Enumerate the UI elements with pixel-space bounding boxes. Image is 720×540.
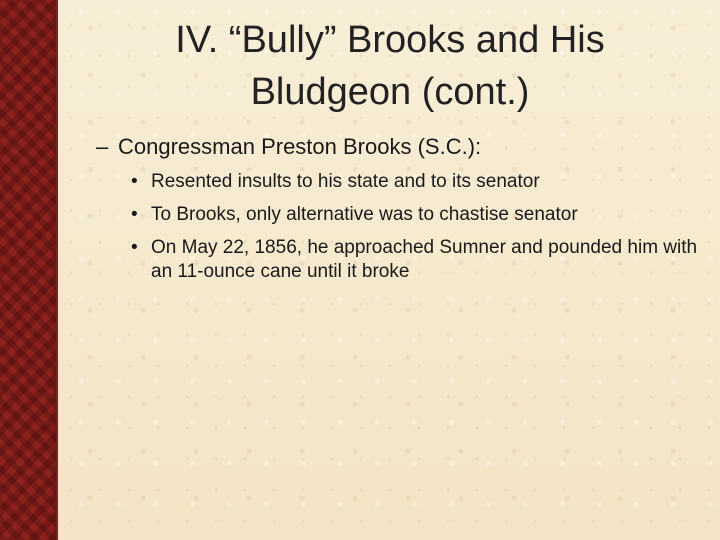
- bullet-item: [126, 236, 700, 284]
- slide-title: [60, 14, 720, 118]
- bullet-icon: •: [131, 237, 138, 258]
- dash-marker: –: [96, 134, 109, 159]
- slide-content: [96, 130, 700, 293]
- bullet-list: [126, 170, 700, 284]
- bullet-text: To Brooks, only alternative was to chastise senator: [151, 204, 578, 225]
- bullet-item: [126, 170, 700, 194]
- title-line-2: Bludgeon (cont.): [250, 71, 530, 113]
- bullet-text: Resented insults to his state and to its senator: [151, 171, 540, 192]
- title-line-1: IV. “Bully” Brooks and His: [175, 19, 605, 61]
- bullet-icon: •: [131, 204, 138, 225]
- decorative-left-band: [0, 0, 58, 540]
- bullet-icon: •: [131, 171, 138, 192]
- bullet-text: On May 22, 1856, he approached Sumner and pounded him with an 11-ounce cane until it broke: [151, 237, 698, 282]
- subheading-text: Congressman Preston Brooks (S.C.):: [118, 134, 482, 159]
- bullet-item: [126, 203, 700, 227]
- subheading: [96, 130, 700, 164]
